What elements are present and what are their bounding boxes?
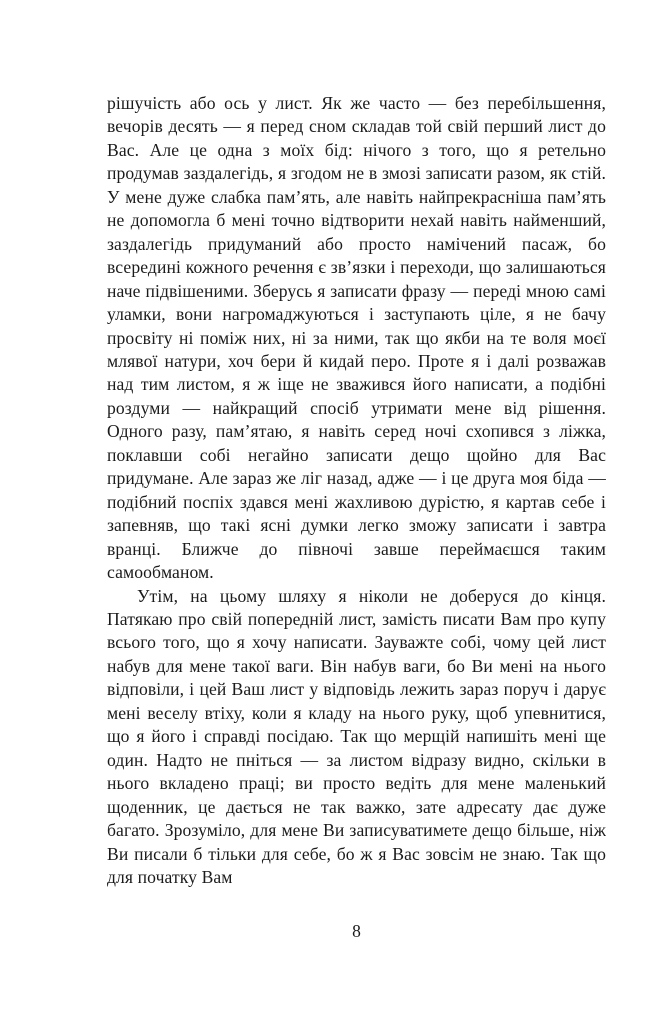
paragraph-1: рішучість або ось у лист. Як же часто — без перебільшення, вечорів десять — я перед сном складав той свій перший лист до Вас. Але це одна з моїх бід: нічого з того, що я ретельно продумав заздалегідь, я згодом не в змозі записати разом, як стій. У мене дуже слабка пам’ять, але навіть найпрекрасніша пам’ять не допомогла б мені точно відтворити нехай навіть найменший, заздалегідь придуманий або просто намічений пасаж, бо всередині кожного речення є зв’язки і переходи, що залишаються наче підвішеними. Зберусь я записати фразу — переді мною самі уламки, вони нагромаджуються і заступають ціле, я не бачу просвіту ні поміж них, ні за ними, так що якби на те воля моєї млявої натури, хоч бери й кидай перо. Проте я і далі розважав над тим листом, я ж іще не зважився його написати, а подібні роздуми — найкращий спосіб утримати мене від рішення. Одного разу, пам’ятаю, я навіть серед ночі схопився з ліжка, поклавши собі негайно записати дещо щойно для Вас придумане. Але зараз же ліг назад, адже — і це друга моя біда — подібний поспіх здався мені жахливою дурістю, я картав себе і запевняв, що такі ясні думки легко зможу записати і завтра вранці. Ближче до півночі завше переймаєшся таким самообманом.: [107, 93, 606, 583]
page-text: [107, 92, 606, 889]
page-number: 8: [352, 921, 361, 941]
paragraph-2: Утім, на цьому шляху я ніколи не доберуся до кінця. Патякаю про свій попередній лист, замість писати Вам про купу всього того, що я хочу написати. Зауважте собі, чому цей лист набув для мене такої ваги. Він набув ваги, бо Ви мені на нього відповіли, і цей Ваш лист у відповідь лежить зараз поруч і дарує мені веселу втіху, коли я кладу на нього руку, щоб упевнитися, що я його і справді посідаю. Так що мерщій напишіть мені ще один. Надто не пніться — за листом відразу видно, скільки в нього вкладено праці; ви просто ведіть для мене маленький щоденник, це дається не так важко, зате адресату дає дуже багато. Зрозуміло, для мене Ви записуватимете дещо більше, ніж Ви писали б тільки для себе, бо ж я Вас зовсім не знаю. Так що для початку Вам: [107, 585, 606, 887]
